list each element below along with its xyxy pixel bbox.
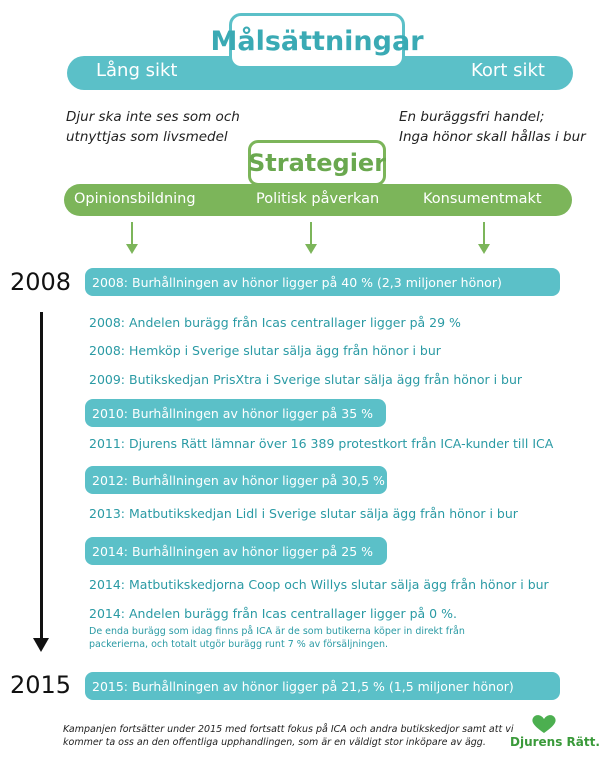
short-term-goal: [399, 107, 586, 147]
arrow-shaft-3: [483, 222, 485, 244]
long-term-label: Lång sikt: [96, 60, 178, 81]
timeline-event: 2008: Hemköp i Sverige slutar sälja ägg från hönor i bur: [89, 343, 441, 358]
long-term-goal-line2: utnyttjas som livsmedel: [66, 129, 228, 145]
timeline-event: 2009: Butikskedjan PrisXtra i Sverige slutar sälja ägg från hönor i bur: [89, 372, 523, 387]
ica-note: [89, 625, 465, 651]
arrow-down-icon: [478, 244, 490, 254]
timeline-pill: 2014: Burhållningen av hönor ligger på 25 %: [85, 537, 387, 565]
short-term-label: Kort sikt: [471, 60, 545, 81]
timeline-event: 2011: Djurens Rätt lämnar över 16 389 protestkort från ICA-kunder till ICA: [89, 436, 554, 451]
timeline-line: [40, 312, 43, 642]
footer-line2: kommer ta oss an den offentliga upphandlingen, som är en väldigt stor inköpare av ägg.: [63, 737, 486, 748]
footer-text: [63, 723, 513, 749]
timeline-pill: 2010: Burhållningen av hönor ligger på 35 %: [85, 399, 386, 427]
ica-note-line1: De enda burägg som idag finns på ICA är de som butikerna köper in direkt från: [89, 626, 465, 637]
timeline-event: 2014: Matbutikskedjorna Coop och Willys slutar sälja ägg från hönor i bur: [89, 577, 549, 592]
long-term-goal: [66, 107, 240, 147]
timeline-pill: 2012: Burhållningen av hönor ligger på 30,5 %: [85, 466, 387, 494]
footer-line1: Kampanjen fortsätter under 2015 med fortsatt fokus på ICA och andra butikskedjor samt att vi: [63, 724, 514, 735]
goals-title: Målsättningar: [229, 13, 405, 69]
ica-note-line2: packerierna, och totalt utgör burägg runt 7 % av försäljningen.: [89, 639, 388, 650]
short-term-goal-line1: En buräggsfri handel;: [399, 109, 545, 125]
arrow-down-icon: [126, 244, 138, 254]
start-year: 2008: [10, 268, 72, 296]
timeline-event: 2013: Matbutikskedjan Lidl i Sverige slutar sälja ägg från hönor i bur: [89, 506, 518, 521]
timeline-event: 2014: Andelen burägg från Icas centrallager ligger på 0 %.: [89, 606, 457, 621]
arrow-shaft-2: [310, 222, 312, 244]
timeline-pill: 2008: Burhållningen av hönor ligger på 40 % (2,3 miljoner hönor): [85, 268, 560, 296]
long-term-goal-line1: Djur ska inte ses som och: [66, 109, 240, 125]
strategies-title: Strategier: [248, 140, 386, 186]
arrow-down-icon: [305, 244, 317, 254]
timeline-event: 2008: Andelen burägg från Icas centrallager ligger på 29 %: [89, 315, 461, 330]
arrow-shaft-1: [131, 222, 133, 244]
timeline-pill: 2015: Burhållningen av hönor ligger på 21,5 % (1,5 miljoner hönor): [85, 672, 560, 700]
strategy-opinion: Opinionsbildning: [74, 191, 196, 207]
strategy-political: Politisk påverkan: [256, 191, 380, 207]
short-term-goal-line2: Inga hönor skall hållas i bur: [399, 129, 586, 145]
strategy-consumer: Konsumentmakt: [423, 191, 542, 207]
logo-text: Djurens Rätt.: [510, 735, 600, 749]
timeline-arrow-icon: [33, 638, 49, 652]
end-year: 2015: [10, 671, 72, 699]
